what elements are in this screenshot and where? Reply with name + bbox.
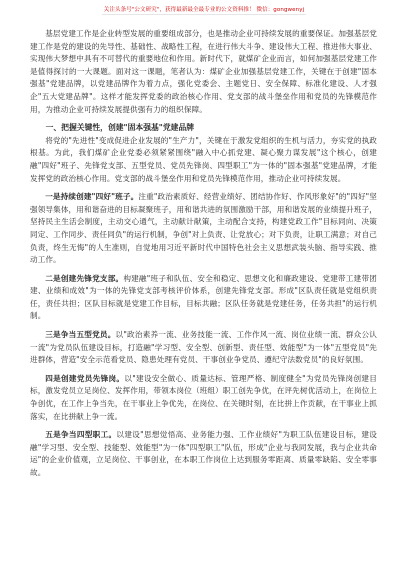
intro-paragraph: 基层党建工作是企业转型发展的重要组成部分，也是推动企业可持续发展的重要保证。加强基层党建工作是党的建设的先导性、基础性、战略性工程，在进行伟大斗争、建设伟大工程、推进伟大事业、实现伟大梦想中具有不可替代的重要地位和作用。新时代下，就煤矿企业而言，如何加强基层党建工作是值得探讨的一大课题。面对这一课题，笔者认为：煤矿企业加强基层党建工作，关键在于创建"固本强基"党建品牌，以党建品牌作为着力点，强化党委会、主题党日、安全保障、标准化建设、人才强企"五大党建品牌"。这样才能发挥党委的政治核心作用、党支部的战斗堡垒作用和党员的先锋模范作用，为推动企业可持续发展提供强有力的组织保障。 [30,29,377,114]
top-banner [0,0,408,18]
item-paragraph-4 [30,373,377,423]
item-paragraph-5 [30,429,377,479]
document-body [30,28,377,573]
item-lead: 四是创建党员先锋岗。 [45,373,125,383]
item-lead: 一是持续创建"四好"班子。 [45,192,139,202]
item-lead: 二是创建先锋党支部。 [45,273,124,283]
section-paragraph: 将党的"先进性"变成促进企业发展的"生产力"，关键在于激发党组织的生机与活力，夯实党的执政根基。为此，我们煤矿企业党委必须紧紧围绕"融入中心抓党建、凝心聚力谋发展"这个核心，创建融"四好"班子、先锋党支部、五型党员、党员先锋岗、四型职工"为一体的"固本强基"党建品牌，才能发挥党的政治核心作用。党支部的战斗堡垒作用和党员先锋模范作用，推动企业可持续发展。 [30,135,377,183]
item-text: 构建融"班子和队伍、安全和稳定、思想文化和廉政建设、党建带工建带团建、业绩和成效"为一体的先锋党支部考核评价体系，创建先锋党支部。形成"区队责任就是党组织责任，责任共担；区队目标就是党建工作目标，目标共融；区队任务就是党建任务，任务共担"的运行机制。 [30,273,377,321]
item-paragraph-1 [30,191,377,267]
item-paragraph-2 [30,273,377,323]
section-heading: 一、把握关键性，创建"固本强基"党建品牌 [45,123,195,133]
item-text: 以"政治素养一流、业务技能一流、工作作风一流、岗位业绩一流、群众公认一流"为党员队伍建设目标，打造融"学习型、安全型、创新型、责任型、效能型"为一体"五型党员"先进群体，营造"安全示范看党员、隐患处理有党员、干事创业争党员、遵纪守法数党员"的良好氛围。 [30,330,377,365]
item-text: 注重"政治素质好、经营业绩好、团结协作好、作风形象好"的"四好"坚强领导集体，用和谐奋进的目标凝聚班子，用和谐共进的氛围激励干部，用和谐发展的业绩提升班子，坚持民主生活会制度，主动交心通气，主动献计献策，主动配合支持，构建党政工作"目标同向、决策同定、工作同步、责任同负"的运行机制，争创"对上负责、让党放心；对下负责，让职工满意；对自己负责，终生无悔"的人生准则，自觉地用习近平新时代中国特色社会主义思想武装头脑、指导实践、推动工作。 [30,192,377,265]
item-paragraph-3 [30,329,377,367]
item-lead: 五是争当四型职工。 [45,430,117,440]
promo-banner-text: 关注头条号"公文研究"，获得最新最全最专业的公文资料推！ 微信：gongwenyj [102,4,306,15]
item-text: 以"建设安全做心、质量达标、管理严格、制度健全"为党员先锋岗创建目标，激发党员立足岗位、发挥作用，带领本岗位（班组）职工创先争优，在评先树优活动上，在岗位上争创优，在工作上争当先，在干事业上争优先，在岗位、在关键时刻，在比拼上作贡献，在干事业上抓落实，在比拼献上争一流。 [30,373,377,421]
item-lead: 三是争当五型党员。 [45,330,116,340]
item-text: 以建设"思想觉悟高、业务能力强、工作业绩好"为职工队伍建设目标，建设融"学习型、安全型、技能型、效能型"为一体"四型职工"队伍，形成"企业与我同发展，我与企业共命运"的企业价值观，立足岗位、干事创业，在本职工作岗位上达到服务零距离、质量零缺陷、安全零事故。 [30,430,377,477]
